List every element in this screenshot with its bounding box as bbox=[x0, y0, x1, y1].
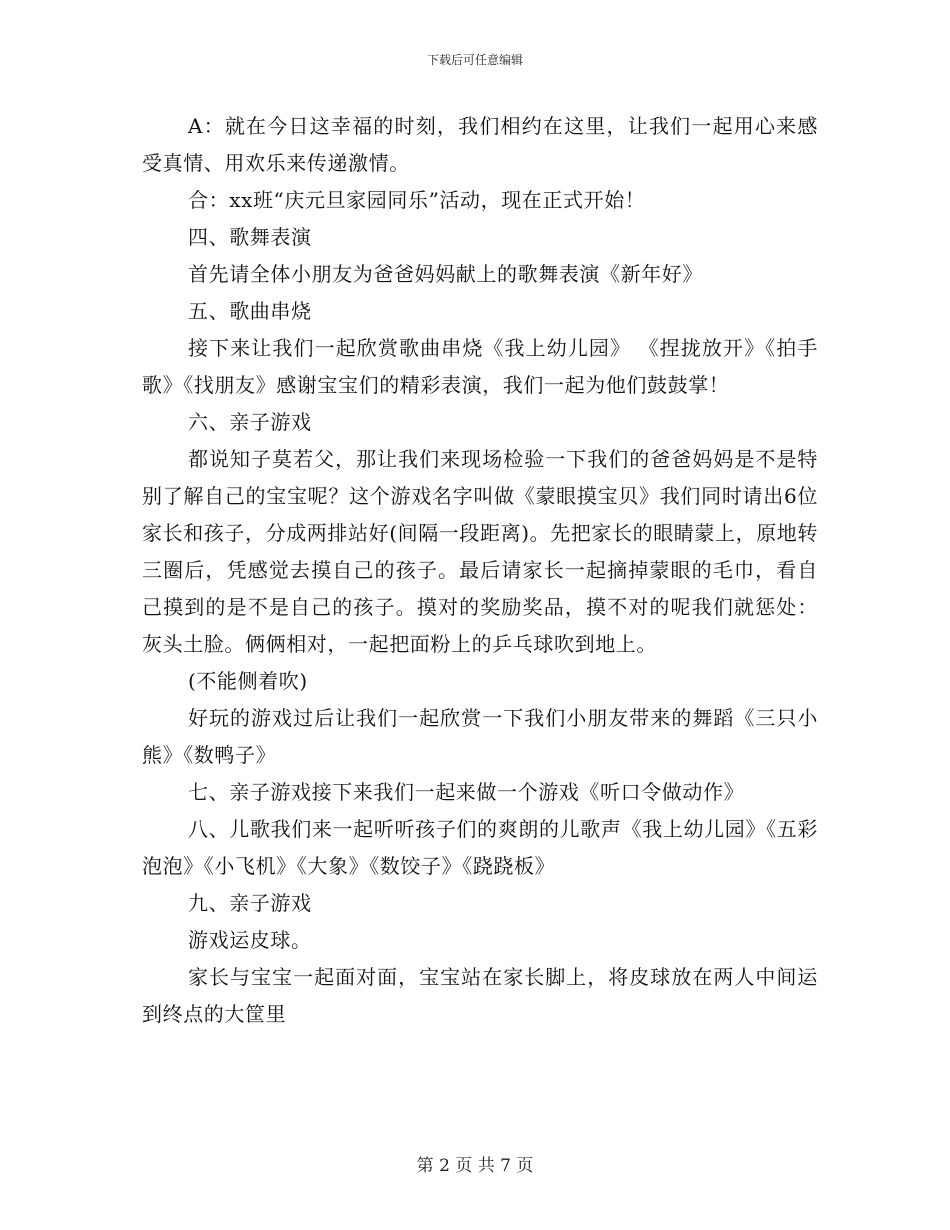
paragraph-game-note: (不能侧着吹) bbox=[188, 669, 308, 693]
paragraph-ball-game-title: 游戏运皮球。 bbox=[188, 928, 312, 952]
section-heading-seven: 七、亲子游戏接下来我们一起来做一个游戏《听口令做动作》 bbox=[188, 780, 745, 804]
page-header: 下载后可任意编辑 bbox=[426, 53, 523, 67]
section-heading-song-dance: 四、歌舞表演 bbox=[188, 225, 312, 249]
paragraph-blindfold-game: 都说知子莫若父，那让我们来现场检验一下我们的爸爸妈妈是不是特别了解自己的宝宝呢？这个游戏名字叫做《蒙眼摸宝贝》我们同时请出6位家长和孩子，分成两排站好(间隔一段距离)。先把家长的眼睛蒙上，原地转三圈后，凭感觉去摸自己的孩子。最后请家长一起摘掉蒙眼的毛巾，看自己摸到的是不是自己的孩子。摸对的奖励奖品，摸不对的呢我们就惩处：灰头土脸。俩俩相对，一起把面粉上的乒乓球吹到地上。 bbox=[142, 447, 819, 656]
section-heading-nine: 九、亲子游戏 bbox=[188, 891, 312, 915]
paragraph-song-medley: 接下来让我们一起欣赏歌曲串烧《我上幼儿园》 《捏拢放开》《拍手歌》《找朋友》感谢宝宝们的精彩表演，我们一起为他们鼓鼓掌！ bbox=[142, 336, 818, 397]
document-body bbox=[142, 108, 818, 1033]
paragraph-opening-announcement: 合：xx班“庆元旦家园同乐”活动，现在正式开始！ bbox=[188, 188, 646, 212]
paragraph-ball-game-rules: 家长与宝宝一起面对面，宝宝站在家长脚上，将皮球放在两人中间运到终点的大筐里 bbox=[142, 965, 818, 1026]
section-heading-eight: 八、儿歌我们来一起听听孩子们的爽朗的儿歌声《我上幼儿园》《五彩泡泡》《小飞机》《大象》《数饺子》《跷跷板》 bbox=[142, 817, 818, 878]
page-number-footer: 第 2 页 共 7 页 bbox=[416, 1156, 534, 1176]
paragraph-song-dance: 首先请全体小朋友为爸爸妈妈献上的歌舞表演《新年好》 bbox=[188, 262, 703, 286]
section-heading-song-medley: 五、歌曲串烧 bbox=[188, 299, 312, 323]
paragraph-dance-show: 好玩的游戏过后让我们一起欣赏一下我们小朋友带来的舞蹈《三只小熊》《数鸭子》 bbox=[142, 706, 818, 767]
paragraph-host-a-line: A：就在今日这幸福的时刻，我们相约在这里，让我们一起用心来感受真情、用欢乐来传递激情。 bbox=[142, 114, 818, 175]
section-heading-parent-child-game: 六、亲子游戏 bbox=[188, 410, 312, 434]
